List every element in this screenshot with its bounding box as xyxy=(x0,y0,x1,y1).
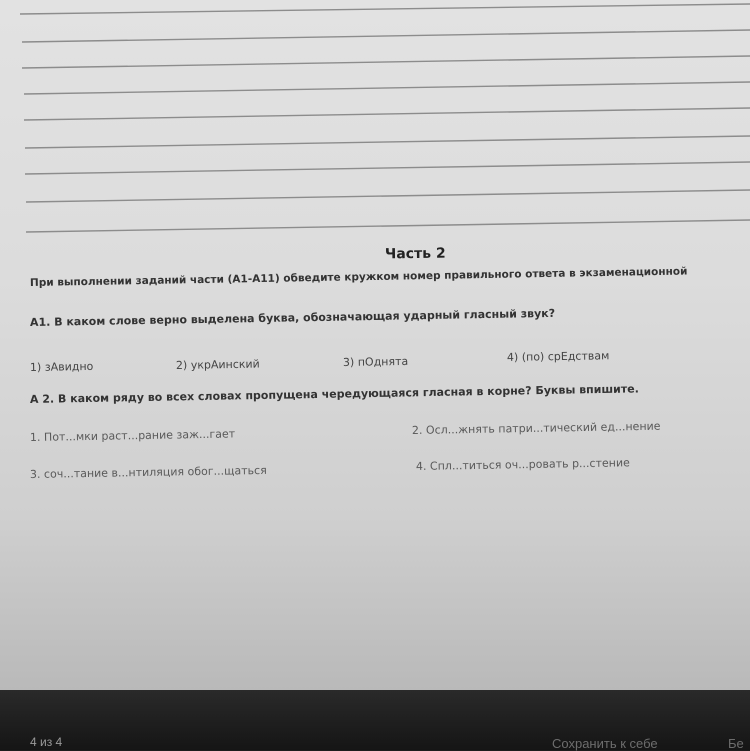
a1-option-3: 3) пОднята xyxy=(342,354,409,369)
a1-option-1: 1) зАвидно xyxy=(29,359,94,374)
question-a2: А 2. В каком ряду во всех словах пропущена чередующаяся гласная в корне? Буквы впишите. xyxy=(29,382,639,406)
part-title: Часть 2 xyxy=(384,245,446,263)
instruction-text: При выполнении заданий части (А1-А11) обведите кружком номер правильного ответа в экзаменационной xyxy=(29,265,688,289)
a2-option-3: 3. соч...тание в...нтиляция обог...щаться xyxy=(29,463,267,481)
a1-option-2: 2) укрАинский xyxy=(175,357,260,372)
question-a1: А1. В каком слове верно выделена буква, обозначающая ударный гласный звук? xyxy=(29,306,556,329)
a1-option-4: 4) (по) срЕдствам xyxy=(506,349,610,364)
a2-option-2: 2. Осл...жнять патри...тический ед...нение xyxy=(411,419,661,437)
a2-option-4: 4. Спл...титься оч...ровать р...стение xyxy=(415,456,630,473)
page-indicator: 4 из 4 xyxy=(30,735,63,749)
truncated-button[interactable]: Бе xyxy=(728,736,744,751)
a2-option-1: 1. Пот...мки раст...рание заж...гает xyxy=(29,427,236,444)
save-to-self-button[interactable]: Сохранить к себе xyxy=(552,736,658,751)
